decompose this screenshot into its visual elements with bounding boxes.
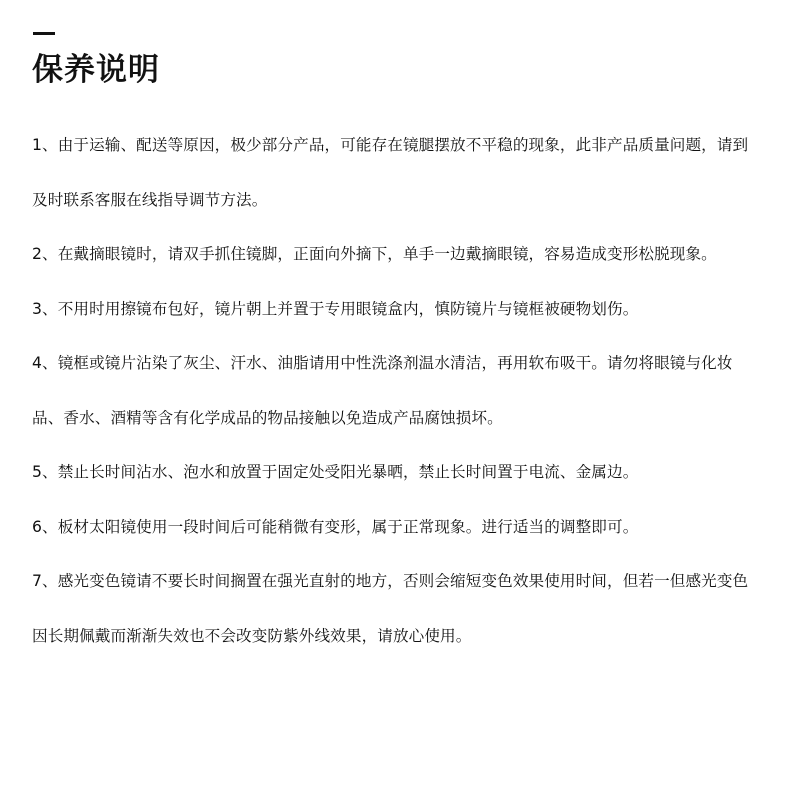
instruction-item-2: 2、在戴摘眼镜时，请双手抓住镜脚，正面向外摘下，单手一边戴摘眼镜，容易造成变形松脱现象。 — [32, 245, 717, 263]
instruction-item-5: 5、禁止长时间沾水、泡水和放置于固定处受阳光暴晒，禁止长时间置于电流、金属边。 — [32, 463, 639, 481]
instruction-item-6: 6、板材太阳镜使用一段时间后可能稍微有变形，属于正常现象。进行适当的调整即可。 — [32, 517, 639, 536]
instruction-item-1: 1、由于运输、配送等原因，极少部分产品，可能存在镜腿摆放不平稳的现象，此非产品质量问题，请到及时联系客服在线指导调节方法。 — [32, 136, 749, 209]
care-instructions-list — [32, 118, 760, 663]
instruction-item-7: 7、感光变色镜请不要长时间搁置在强光直射的地方，否则会缩短变色效果使用时间，但若一但感光变色因长期佩戴而渐渐失效也不会改变防紫外线效果，请放心使用。 — [32, 572, 749, 645]
page-title: 保养说明 — [32, 52, 160, 88]
instruction-item-3: 3、不用时用擦镜布包好，镜片朝上并置于专用眼镜盒内，慎防镜片与镜框被硬物划伤。 — [32, 299, 639, 318]
instruction-item-4: 4、镜框或镜片沾染了灰尘、汗水、油脂请用中性洗涤剂温水清洁，再用软布吸干。请勿将眼镜与化妆品、香水、酒精等含有化学成品的物品接触以免造成产品腐蚀损坏。 — [32, 354, 733, 427]
title-accent-bar — [33, 32, 55, 35]
